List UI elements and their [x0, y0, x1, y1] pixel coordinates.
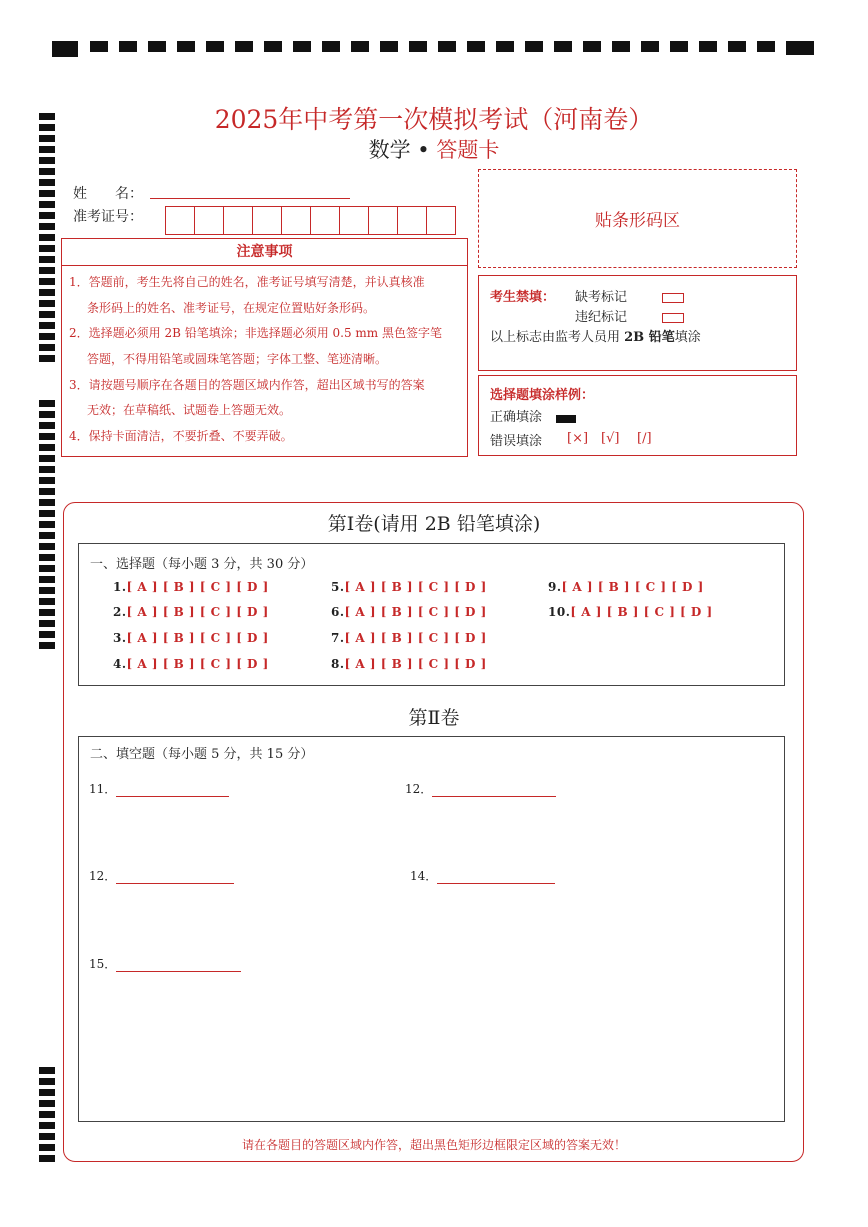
timing-mark	[39, 1122, 55, 1129]
timing-mark	[39, 168, 55, 175]
timing-marks-top	[52, 41, 818, 57]
exam-title: 2025年中考第一次模拟考试（河南卷）	[214, 105, 654, 134]
id-digit-box[interactable]	[252, 206, 282, 235]
answer-options[interactable]: [ A ] [ B ] [ C ] [ D ]	[344, 657, 487, 671]
timing-mark	[380, 41, 398, 52]
id-digit-box[interactable]	[339, 206, 369, 235]
choice-question-7[interactable]	[331, 631, 487, 645]
question-number: 2.	[113, 605, 127, 619]
timing-mark	[641, 41, 659, 52]
timing-mark	[554, 41, 572, 52]
notice-box	[61, 238, 468, 457]
timing-mark	[786, 41, 814, 55]
timing-mark	[235, 41, 253, 52]
timing-mark	[39, 488, 55, 495]
correct-label: 正确填涂	[490, 410, 543, 425]
wrong-mark-x: [×]	[567, 431, 589, 446]
timing-mark	[39, 620, 55, 627]
wrong-label: 错误填涂	[490, 434, 543, 449]
timing-mark	[351, 41, 369, 52]
timing-mark	[39, 411, 55, 418]
blank-number: 12．	[89, 869, 117, 883]
question-number: 5.	[331, 580, 345, 594]
id-digit-box[interactable]	[281, 206, 311, 235]
timing-mark	[39, 609, 55, 616]
timing-mark	[39, 322, 55, 329]
timing-mark	[39, 499, 55, 506]
answer-options[interactable]: [ A ] [ B ] [ C ] [ D ]	[344, 605, 487, 619]
blank-15[interactable]	[89, 955, 241, 972]
id-boxes[interactable]	[166, 206, 456, 235]
choice-section-title: 一、选择题（每小题 3 分，共 30 分）	[90, 557, 314, 572]
absent-label: 缺考标记	[575, 290, 628, 305]
choice-question-1[interactable]	[113, 580, 269, 594]
example-title: 选择题填涂样例：	[490, 388, 595, 403]
note-suffix: 填涂	[674, 330, 701, 345]
choice-question-2[interactable]	[113, 605, 269, 619]
timing-mark	[264, 41, 282, 52]
timing-mark	[670, 41, 688, 52]
answer-options[interactable]: [ A ] [ B ] [ C ] [ D ]	[126, 580, 269, 594]
choice-question-4[interactable]	[113, 657, 269, 671]
timing-mark	[39, 466, 55, 473]
timing-mark	[39, 455, 55, 462]
timing-mark	[39, 1067, 55, 1074]
timing-mark	[90, 41, 108, 52]
part1-title: 第Ⅰ卷(请用 2B 铅笔填涂)	[327, 513, 541, 535]
id-digit-box[interactable]	[165, 206, 195, 235]
blank-number: 14．	[410, 869, 438, 883]
notice-line: 条形码上的姓名、准考证号，在规定位置贴好条形码。	[87, 301, 376, 315]
timing-mark	[39, 344, 55, 351]
id-digit-box[interactable]	[368, 206, 398, 235]
timing-mark	[39, 565, 55, 572]
timing-mark	[119, 41, 137, 52]
timing-mark	[39, 543, 55, 550]
timing-mark	[39, 1078, 55, 1085]
timing-mark	[39, 212, 55, 219]
timing-mark	[39, 256, 55, 263]
choice-question-6[interactable]	[331, 605, 487, 619]
card-subtitle	[0, 134, 868, 164]
timing-mark	[39, 422, 55, 429]
absent-mark-box[interactable]	[662, 287, 684, 306]
timing-mark	[699, 41, 717, 52]
timing-mark	[39, 201, 55, 208]
id-digit-box[interactable]	[223, 206, 253, 235]
question-number: 1.	[113, 580, 127, 594]
choice-question-10[interactable]	[548, 605, 713, 619]
timing-mark	[409, 41, 427, 52]
forbidden-box	[478, 275, 797, 371]
timing-mark	[39, 311, 55, 318]
note-prefix: 以上标志由监考人员用	[490, 330, 625, 345]
blank-number: 11．	[89, 782, 117, 796]
timing-mark	[52, 41, 78, 57]
timing-mark	[496, 41, 514, 52]
timing-mark	[148, 41, 166, 52]
answer-options[interactable]: [ A ] [ B ] [ C ] [ D ]	[344, 580, 487, 594]
barcode-area	[478, 169, 797, 268]
timing-mark	[39, 598, 55, 605]
timing-mark	[525, 41, 543, 52]
blank-14[interactable]	[410, 867, 555, 884]
blank-13[interactable]	[89, 867, 234, 884]
timing-mark	[39, 642, 55, 649]
timing-mark	[177, 41, 195, 52]
timing-mark	[39, 190, 55, 197]
id-digit-box[interactable]	[310, 206, 340, 235]
answer-options[interactable]: [ A ] [ B ] [ C ] [ D ]	[344, 631, 487, 645]
violation-label: 违纪标记	[575, 310, 628, 325]
timing-mark	[39, 400, 55, 407]
notice-line: 4．保持卡面清洁，不要折叠、不要弄破。	[69, 429, 293, 443]
answer-options[interactable]: [ A ] [ B ] [ C ] [ D ]	[561, 580, 704, 594]
choice-question-9[interactable]	[548, 580, 704, 594]
blank-11[interactable]	[89, 780, 229, 797]
timing-mark	[39, 1089, 55, 1096]
id-digit-box[interactable]	[426, 206, 456, 235]
blank-12[interactable]	[405, 780, 556, 797]
violation-mark-box[interactable]	[662, 307, 684, 326]
forbidden-title: 考生禁填：	[490, 290, 556, 305]
timing-mark	[39, 245, 55, 252]
answer-options[interactable]: [ A ] [ B ] [ C ] [ D ]	[570, 605, 713, 619]
answer-options[interactable]: [ A ] [ B ] [ C ] [ D ]	[126, 631, 269, 645]
note-bold: 2B 铅笔	[624, 330, 675, 345]
notice-line: 1．答题前，考生先将自己的姓名，准考证号填写清楚，并认真核准	[69, 275, 425, 289]
timing-mark	[39, 576, 55, 583]
timing-mark	[39, 267, 55, 274]
question-number: 10.	[548, 605, 571, 619]
timing-mark	[39, 477, 55, 484]
fill-blank-section-title: 二、填空题（每小题 5 分，共 15 分）	[90, 747, 314, 762]
id-digit-box[interactable]	[194, 206, 224, 235]
timing-mark	[583, 41, 601, 52]
card-label: 答题卡	[436, 138, 500, 162]
notice-title: 注意事项	[62, 239, 467, 266]
question-number: 8.	[331, 657, 345, 671]
choice-question-3[interactable]	[113, 631, 269, 645]
timing-mark	[293, 41, 311, 52]
id-digit-box[interactable]	[397, 206, 427, 235]
blank-number: 12．	[405, 782, 433, 796]
blank-number: 15．	[89, 957, 117, 971]
answer-options[interactable]: [ A ] [ B ] [ C ] [ D ]	[126, 605, 269, 619]
timing-mark	[39, 355, 55, 362]
answer-options[interactable]: [ A ] [ B ] [ C ] [ D ]	[126, 657, 269, 671]
question-number: 3.	[113, 631, 127, 645]
timing-mark	[39, 554, 55, 561]
notice-line: 无效；在草稿纸、试题卷上答题无效。	[87, 403, 292, 417]
barcode-label: 贴条形码区	[595, 211, 680, 231]
timing-mark	[39, 278, 55, 285]
notice-line: 3．请按题号顺序在各题目的答题区域内作答，超出区域书写的答案	[69, 378, 425, 392]
timing-mark	[39, 234, 55, 241]
timing-mark	[206, 41, 224, 52]
timing-mark	[39, 1155, 55, 1162]
question-number: 9.	[548, 580, 562, 594]
timing-mark	[39, 1100, 55, 1107]
timing-mark	[322, 41, 340, 52]
timing-mark	[39, 179, 55, 186]
timing-mark	[39, 333, 55, 340]
question-number: 6.	[331, 605, 345, 619]
timing-mark	[39, 1111, 55, 1118]
name-field[interactable]	[150, 198, 350, 199]
part2-title: 第Ⅱ卷	[408, 707, 460, 729]
notice-line: 答题，不得用铅笔或圆珠笔答题；字体工整、笔迹清晰。	[87, 352, 388, 366]
timing-mark	[39, 433, 55, 440]
question-number: 4.	[113, 657, 127, 671]
timing-mark	[39, 444, 55, 451]
dot-separator: •	[417, 138, 430, 162]
question-number: 7.	[331, 631, 345, 645]
timing-mark	[612, 41, 630, 52]
subject: 数学	[368, 138, 411, 162]
forbidden-note	[490, 326, 701, 345]
timing-mark	[438, 41, 456, 52]
correct-fill-sample	[556, 408, 576, 427]
choice-question-5[interactable]	[331, 580, 487, 594]
timing-mark	[728, 41, 746, 52]
timing-mark	[39, 631, 55, 638]
wrong-mark-slash: [/]	[637, 431, 652, 446]
footer-warning: 请在各题目的答题区域内作答，超出黑色矩形边框限定区域的答案无效！	[241, 1138, 626, 1152]
timing-mark	[39, 289, 55, 296]
choice-question-8[interactable]	[331, 657, 487, 671]
timing-mark	[757, 41, 775, 52]
id-label: 准考证号：	[73, 209, 143, 225]
timing-mark	[39, 300, 55, 307]
timing-mark	[39, 587, 55, 594]
timing-mark	[467, 41, 485, 52]
timing-mark	[39, 223, 55, 230]
name-label: 姓 名：	[73, 186, 143, 202]
notice-line: 2．选择题必须用 2B 铅笔填涂；非选择题必须用 0.5 mm 黑色签字笔	[69, 326, 443, 340]
example-box	[478, 375, 797, 456]
wrong-mark-check: [√]	[601, 431, 620, 446]
